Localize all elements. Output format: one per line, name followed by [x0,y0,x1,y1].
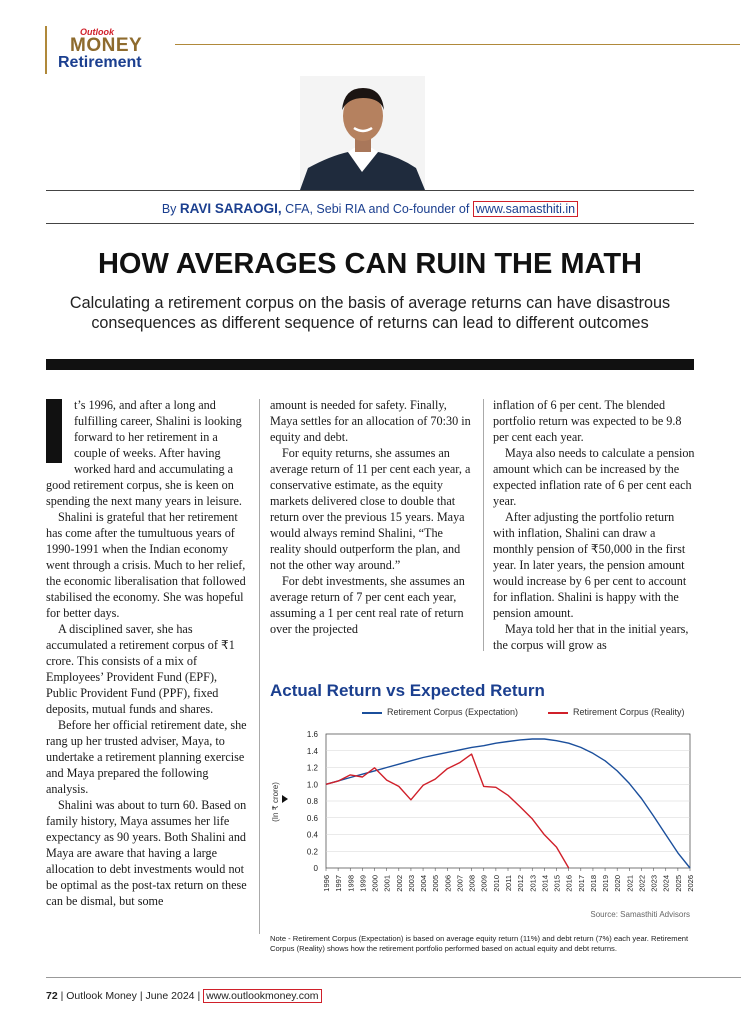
author-credentials: CFA, Sebi RIA and Co-founder of [285,202,470,216]
x-tick-label: 2009 [479,875,489,892]
x-tick-label: 2008 [467,875,477,892]
byline [46,201,694,216]
x-tick-label: 2013 [528,875,538,892]
x-tick-label: 2022 [637,875,647,892]
headline: HOW AVERAGES CAN RUIN THE MATH [97,248,642,280]
legend-swatch [548,712,568,714]
byline-rule-bottom [46,223,694,224]
x-tick-label: 2018 [588,875,598,892]
x-tick-label: 2002 [394,875,404,892]
x-tick-label: 2007 [455,875,465,892]
column-1 [46,397,249,909]
y-tick-label: 0.8 [306,797,318,806]
y-tick-label: 0 [313,864,318,873]
drop-cap [46,399,68,463]
x-tick-label: 1999 [358,875,368,892]
paragraph: For equity returns, she assumes an average return of 11 per cent each year, a conservative estimate, as the equity markets delivered close to double that return over the previous 15 years. Maya would always remind Shalini, “The reality should outperform the plan, and not the other way around.” [270,446,471,572]
legend-item-reality: Retirement Corpus (Reality) [548,707,685,717]
x-tick-label: 2020 [613,875,623,892]
author-photo [300,76,425,190]
x-tick-label: 2024 [661,875,671,892]
x-tick-label: 2001 [382,875,392,892]
author-name: RAVI SARAOGI, [179,201,282,216]
paragraph: Shalini is grateful that her retirement has come after the tumultuous years of 1990-1991 when the Indian economy went through a crisis. Much to her relief, the economic liberalisation that followed stabilised the economy. She was hopeful for better days. [46,510,246,620]
y-tick-label: 0.2 [306,847,318,857]
y-tick-label: 1.0 [306,780,318,790]
footer: 72 | Outlook Money | June 2024 | www.outlookmoney.com [46,990,322,1002]
standfirst: Calculating a retirement corpus on the basis of average returns can have disastrous consequences as different sequence of returns can lead to different outcomes [69,294,671,332]
y-axis-marker [282,795,288,803]
y-tick-label: 0.6 [306,813,318,823]
column-divider [483,399,484,651]
x-tick-label: 1998 [346,875,356,892]
x-tick-label: 2000 [370,875,380,892]
x-tick-label: 2012 [516,875,526,892]
x-tick-label: 1996 [322,875,331,892]
paragraph: amount is needed for safety. Finally, Maya settles for an allocation of 70:30 in equity and debt. [270,398,471,444]
publication-website-link[interactable]: www.outlookmoney.com [203,989,321,1003]
section-label: Retirement [58,54,142,71]
y-tick-label: 1.4 [306,746,318,756]
paragraph: Shalini was about to turn 60. Based on family history, Maya assumes her life expectancy as 90 years. Both Shalini and Maya are aware that having a large allocation to debt investments would not be optimal as the post-tax return on these can be dismal, but some [46,798,247,908]
headline-bar [46,359,694,370]
series-line-reality [326,754,569,868]
legend-item-expectation: Retirement Corpus (Expectation) [362,707,518,717]
x-tick-label: 2015 [552,875,562,892]
x-tick-label: 1997 [334,875,344,892]
header-rule [175,44,740,45]
chart-source: Source: Samasthiti Advisors [590,910,690,919]
paragraph: Maya told her that in the initial years, the corpus will grow as [493,622,689,652]
x-tick-label: 2017 [576,875,586,892]
x-tick-label: 2005 [431,875,441,892]
column-3 [493,397,695,653]
y-tick-label: 1.2 [306,763,318,773]
legend-swatch [362,712,382,714]
paragraph: Before her official retirement date, she rang up her trusted adviser, Maya, to undertake a retirement planning exercise and Maya prepared the following analysis. [46,718,247,796]
chart-note: Note - Retirement Corpus (Expectation) is based on average equity return (11%) and debt return (7%) each year. Retirement Corpus (Reality) shows how the retirement portfolio performed based on actual equity and debt returns. [270,934,689,953]
issue-date: June 2024 [145,990,195,1002]
x-tick-label: 2019 [601,875,611,892]
brand-outlook: Outlook [80,27,114,37]
x-tick-label: 2021 [625,875,635,892]
lead-paragraph: t’s 1996, and after a long and fulfilling career, Shalini is looking forward to her retirement in a couple of weeks. After having worked hard and accumulating a good retirement corpus, she is keen on spending the next many years in leisure. [46,398,242,508]
x-tick-label: 2006 [443,875,453,892]
x-tick-label: 2004 [419,875,429,892]
x-tick-label: 2010 [491,875,501,892]
masthead-rule [45,26,47,74]
line-chart [262,722,702,912]
x-tick-label: 2014 [540,875,550,892]
x-tick-label: 2025 [673,875,683,892]
publication-name: Outlook Money [66,990,137,1002]
x-tick-label: 2016 [564,875,574,892]
paragraph: Maya also needs to calculate a pension amount which can be increased by the expected inflation rate of 6 per cent each year. [493,446,695,508]
series-line-expectation [326,739,690,868]
column-2 [270,397,474,637]
chart-title: Actual Return vs Expected Return [270,681,545,700]
y-axis-label: (In ₹ crore) [271,782,280,822]
paragraph: A disciplined saver, she has accumulated a retirement corpus of ₹1 crore. This consists of a mix of Employees’ Provident Fund (EPF), Public Provident Fund (PPF), fixed deposits, mutual funds and shares. [46,622,235,716]
paragraph: inflation of 6 per cent. The blended portfolio return was expected to be 9.8 per cent each year. [493,398,682,444]
author-website-link[interactable]: www.samasthiti.in [473,201,578,217]
paragraph: For debt investments, she assumes an average return of 7 per cent each year, assuming a 1 per cent real rate of return over the projected [270,574,465,636]
x-tick-label: 2026 [686,875,695,892]
footer-rule [46,977,741,978]
x-tick-label: 2023 [649,875,659,892]
y-tick-label: 0.4 [306,830,318,840]
y-tick-label: 1.6 [306,730,318,739]
paragraph: After adjusting the portfolio return with inflation, Shalini can draw a monthly pension of ₹50,000 in the first year. In later years, the pension amount would increase by 6 per cent to account for inflation. Shalini is happy with the pension amount. [493,510,687,620]
column-divider [259,399,260,934]
x-tick-label: 2011 [504,875,513,892]
page-number: 72 [46,990,58,1002]
byline-rule-top [46,190,694,191]
brand-money: MONEY [70,35,143,56]
x-tick-label: 2003 [406,875,416,892]
byline-prefix: By [161,202,177,216]
